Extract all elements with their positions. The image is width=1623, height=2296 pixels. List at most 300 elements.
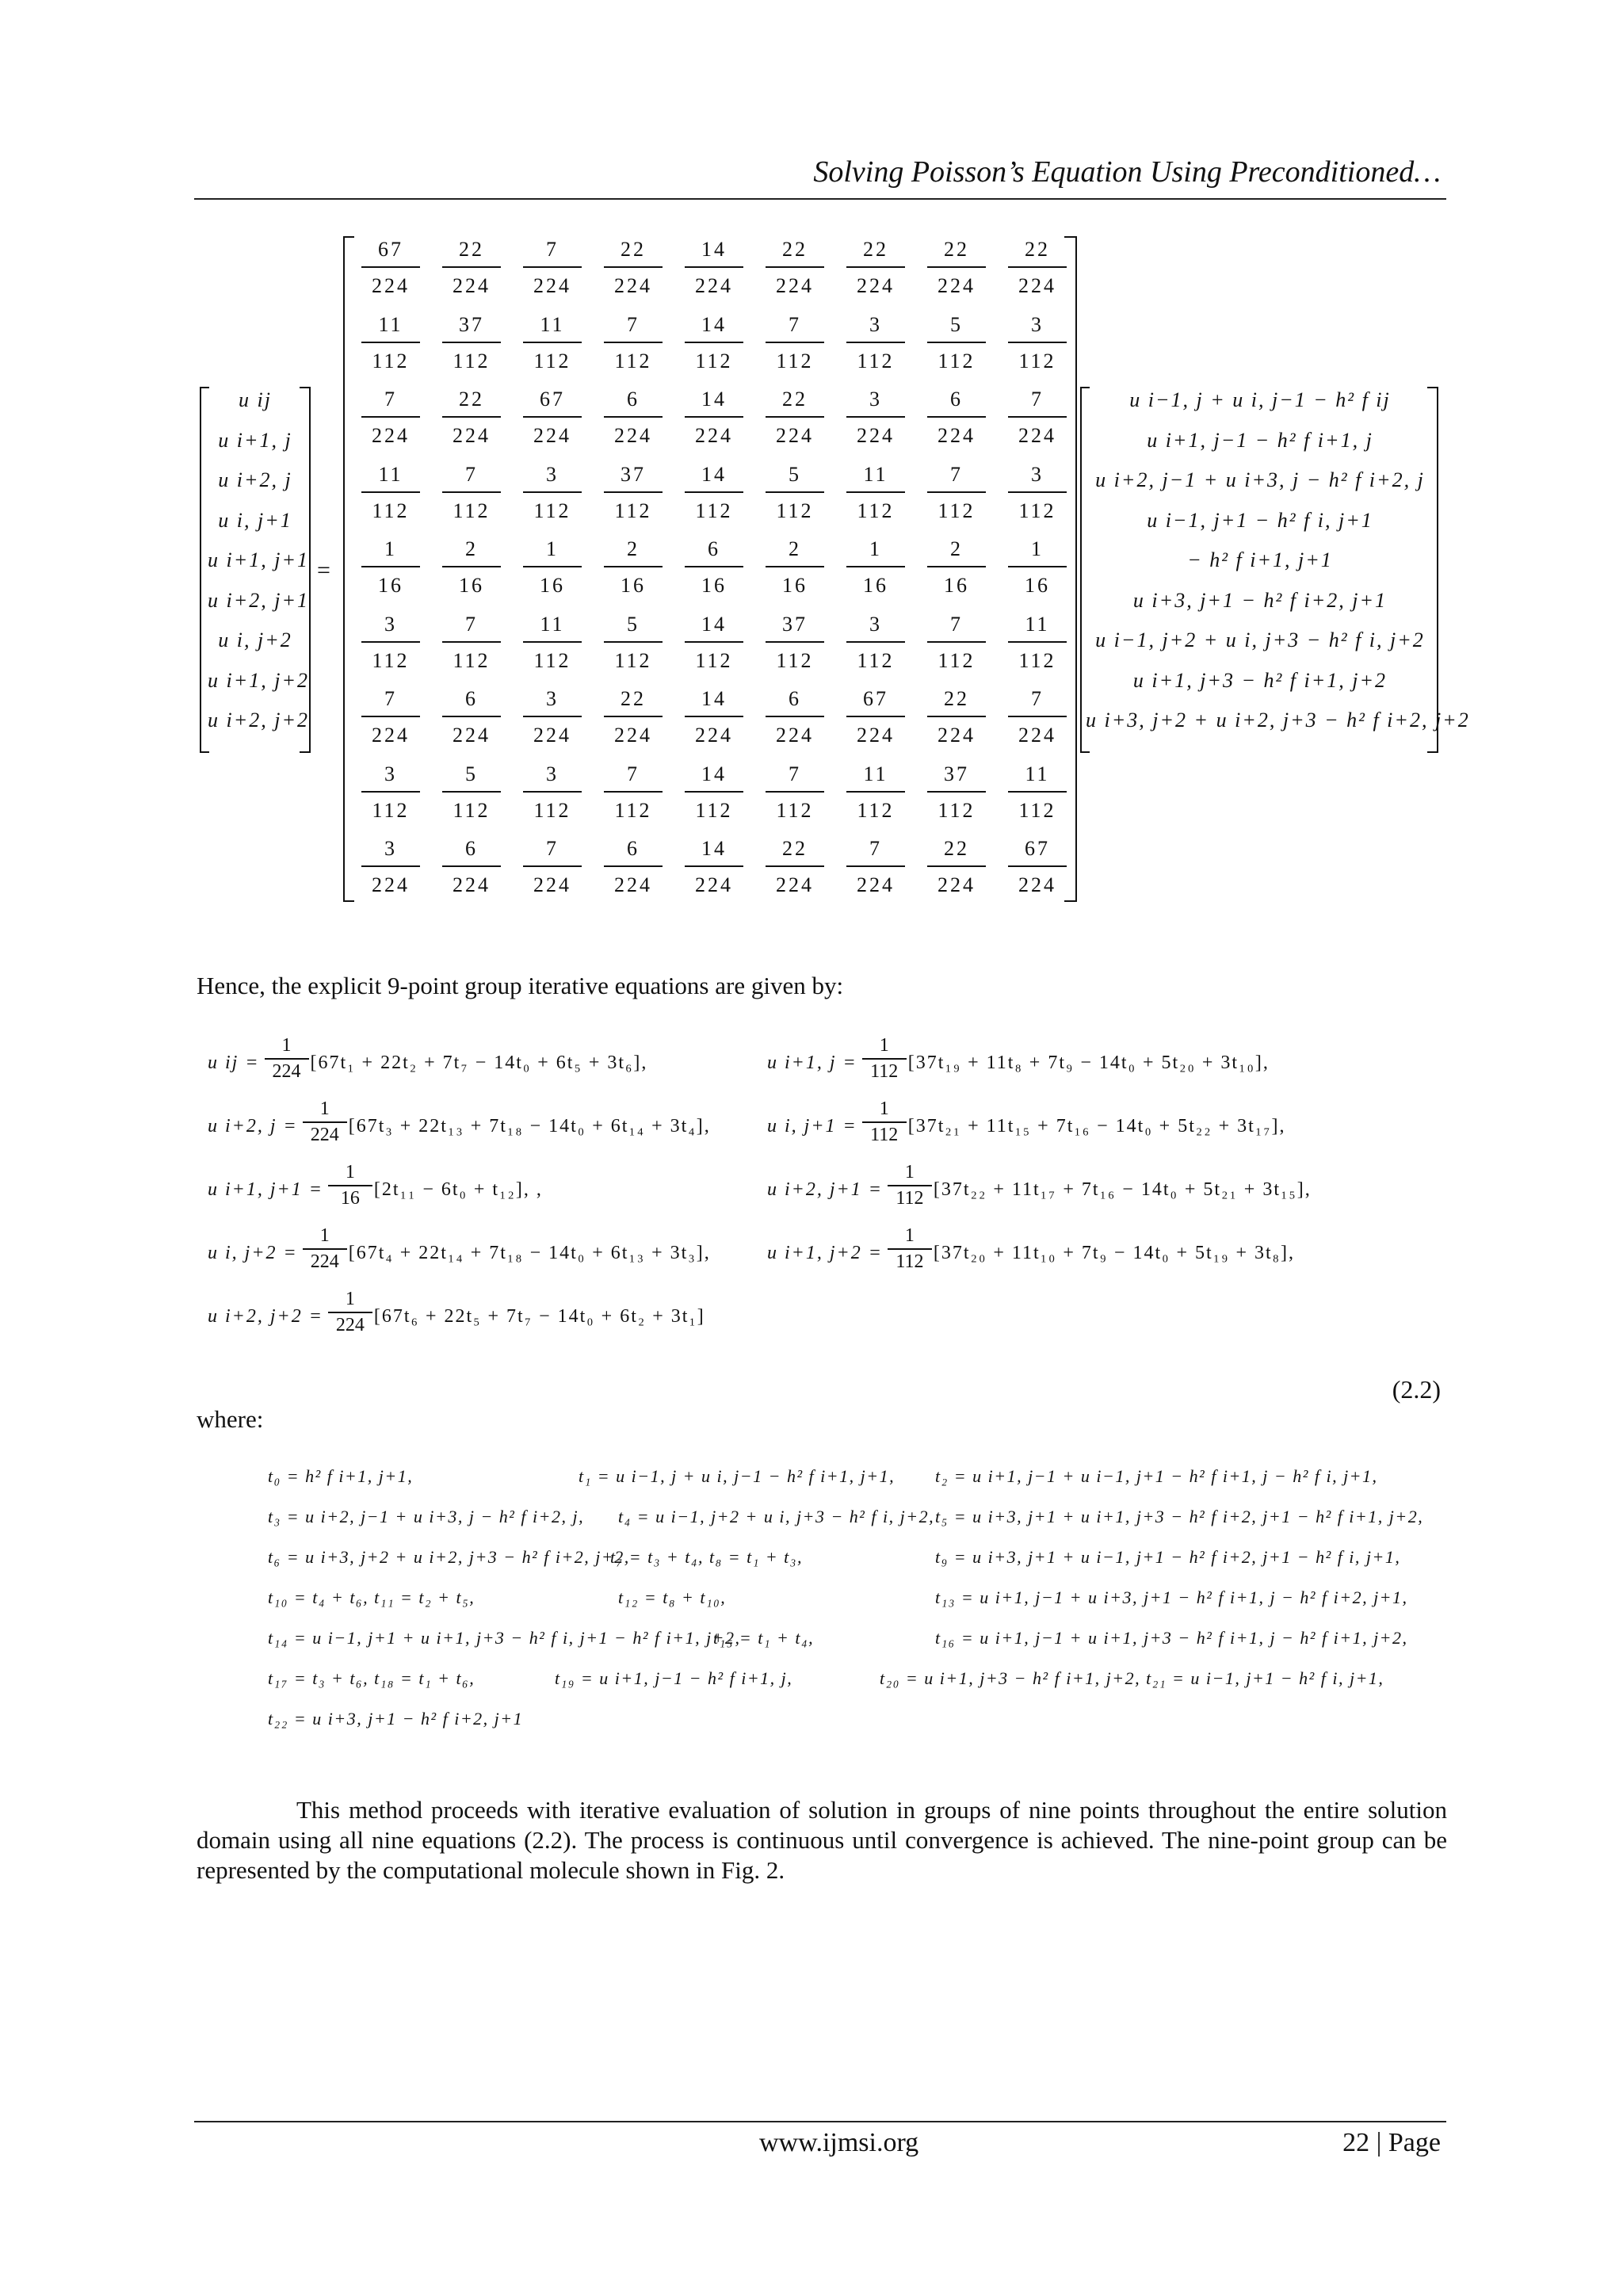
- equation-lhs: u i+1, j =: [767, 1052, 857, 1073]
- fraction-bar: [604, 791, 663, 793]
- matrix-entry-numerator: 14: [701, 388, 727, 411]
- matrix-entry-numerator: 22: [782, 238, 808, 261]
- matrix-entry-denominator: 224: [453, 424, 491, 447]
- fraction-bar: [442, 865, 501, 867]
- equation-terms: [67t₃ + 22t₁₃ + 7t₁₈ − 14t₀ + 6t₁₄ + 3t₄],: [348, 1116, 711, 1137]
- matrix-entry-numerator: 7: [1031, 388, 1044, 411]
- fraction-bar: [927, 865, 986, 867]
- matrix-entry: [518, 461, 586, 525]
- fraction-bar: [303, 1121, 347, 1123]
- matrix-entry-denominator: 112: [614, 499, 652, 522]
- equation-terms: [37t₂₁ + 11t₁₅ + 7t₁₆ − 14t₀ + 5t₂₂ + 3t₁₇],: [907, 1116, 1286, 1137]
- matrix-entry-numerator: 3: [1031, 312, 1044, 336]
- coefficient-denominator: 112: [870, 1061, 899, 1082]
- coefficient-numerator: 1: [345, 1289, 355, 1309]
- equation-coefficient: [328, 1289, 372, 1336]
- matrix-entry-denominator: 112: [453, 349, 491, 372]
- matrix-entry: [518, 835, 586, 899]
- fraction-bar: [1008, 342, 1067, 343]
- matrix-entry-numerator: 22: [944, 238, 969, 261]
- equation-coefficient: [265, 1035, 309, 1083]
- matrix-entry-denominator: 224: [453, 724, 491, 747]
- matrix-entry: [680, 686, 748, 749]
- fraction-bar: [766, 266, 824, 268]
- matrix-entry: [1003, 311, 1071, 375]
- fraction-bar: [766, 641, 824, 643]
- matrix-entry: [761, 761, 829, 824]
- running-title: Solving Poisson’s Equation Using Preconditioned…: [813, 155, 1441, 189]
- matrix-entry: [842, 536, 910, 599]
- fraction-bar: [523, 791, 582, 793]
- matrix-entry-denominator: 224: [857, 274, 895, 297]
- matrix-entry: [922, 386, 991, 449]
- fraction-bar: [846, 491, 905, 493]
- matrix-bracket-serif: [343, 900, 354, 902]
- matrix-entry-denominator: 112: [776, 349, 814, 372]
- matrix-entry-numerator: 22: [944, 687, 969, 710]
- matrix-entry-denominator: 112: [938, 499, 976, 522]
- vector-bracket-serif: [200, 751, 209, 753]
- matrix-entry: [922, 611, 991, 674]
- matrix-entry: [599, 236, 667, 300]
- fraction-bar: [685, 791, 743, 793]
- matrix-entry-denominator: 112: [614, 349, 652, 372]
- matrix-entry: [599, 761, 667, 824]
- coefficient-denominator: 112: [896, 1188, 924, 1209]
- t-definition: t₁₆ = u i+1, j−1 + u i+1, j+3 − h² f i+1, j − h² f i+1, j+2,: [935, 1628, 1408, 1648]
- fraction-bar: [604, 416, 663, 418]
- matrix-entry-denominator: 224: [938, 873, 976, 896]
- matrix-entry: [599, 311, 667, 375]
- matrix-entry-numerator: 67: [540, 388, 565, 411]
- matrix-entry-numerator: 11: [540, 612, 565, 636]
- fraction-bar: [846, 566, 905, 567]
- fraction-bar: [927, 491, 986, 493]
- matrix-entry: [842, 686, 910, 749]
- matrix-entry-numerator: 7: [384, 687, 397, 710]
- fraction-bar: [846, 716, 905, 717]
- equation-coefficient: [328, 1162, 372, 1209]
- matrix-entry-numerator: 1: [869, 537, 882, 560]
- fraction-bar: [523, 266, 582, 268]
- matrix-entry-denominator: 112: [857, 648, 895, 672]
- matrix-entry: [437, 835, 506, 899]
- fraction-bar: [303, 1248, 347, 1250]
- matrix-entry: [842, 386, 910, 449]
- matrix-entry: [842, 461, 910, 525]
- matrix-entry: [437, 611, 506, 674]
- fraction-bar: [442, 416, 501, 418]
- matrix-entry-numerator: 3: [546, 462, 559, 486]
- matrix-entry-denominator: 112: [695, 648, 733, 672]
- matrix-entry-denominator: 224: [1018, 724, 1056, 747]
- matrix-entry-numerator: 37: [459, 312, 484, 336]
- matrix-entry-numerator: 3: [384, 612, 397, 636]
- equation-coefficient: [888, 1162, 932, 1209]
- matrix-entry-numerator: 11: [378, 312, 403, 336]
- matrix-entry: [922, 236, 991, 300]
- coefficient-numerator: 1: [904, 1162, 915, 1182]
- equation-lhs: u i+1, j+1 =: [208, 1179, 323, 1200]
- lhs-vector-entry: u ij: [239, 388, 272, 411]
- matrix-entry: [1003, 835, 1071, 899]
- fraction-bar: [888, 1248, 932, 1250]
- matrix-entry-denominator: 224: [695, 424, 733, 447]
- matrix-entry-numerator: 7: [546, 837, 559, 860]
- matrix-entry-numerator: 6: [627, 388, 640, 411]
- fraction-bar: [361, 342, 420, 343]
- matrix-entry: [1003, 386, 1071, 449]
- matrix-entry-denominator: 224: [776, 724, 814, 747]
- intro-text: Hence, the explicit 9-point group iterative equations are given by:: [197, 972, 844, 999]
- fraction-bar: [685, 342, 743, 343]
- fraction-bar: [361, 491, 420, 493]
- matrix-entry-numerator: 7: [789, 312, 801, 336]
- lhs-vector-entry: u i, j+2: [218, 628, 292, 651]
- fraction-bar: [442, 566, 501, 567]
- lhs-vector-entry: u i+1, j: [218, 428, 292, 452]
- equation-coefficient: [303, 1225, 347, 1273]
- matrix-entry-numerator: 2: [789, 537, 801, 560]
- fraction-bar: [862, 1121, 907, 1123]
- lhs-vector-entry: u i+2, j: [218, 468, 292, 491]
- matrix-entry-numerator: 3: [546, 762, 559, 785]
- matrix-entry-numerator: 6: [708, 537, 720, 560]
- vector-bracket-serif: [1427, 751, 1437, 753]
- matrix-entry-numerator: 3: [384, 762, 397, 785]
- fraction-bar: [846, 416, 905, 418]
- matrix-entry: [761, 686, 829, 749]
- fraction-bar: [442, 491, 501, 493]
- fraction-bar: [1008, 791, 1067, 793]
- matrix-entry-denominator: 112: [453, 648, 491, 672]
- fraction-bar: [523, 491, 582, 493]
- fraction-bar: [604, 641, 663, 643]
- lhs-vector-entry: u i, j+1: [218, 508, 292, 532]
- matrix-entry-denominator: 112: [1018, 798, 1056, 822]
- matrix-entry: [842, 611, 910, 674]
- equation-lhs: u i+1, j+2 =: [767, 1243, 883, 1263]
- coefficient-denominator: 224: [310, 1125, 339, 1145]
- fraction-bar: [927, 641, 986, 643]
- matrix-entry-numerator: 7: [789, 762, 801, 785]
- matrix-entry-denominator: 112: [533, 798, 571, 822]
- fraction-bar: [927, 566, 986, 567]
- coefficient-denominator: 16: [340, 1188, 360, 1209]
- matrix-entry-numerator: 7: [950, 612, 963, 636]
- matrix-entry: [1003, 761, 1071, 824]
- matrix-entry-numerator: 67: [1025, 837, 1050, 860]
- t-definition: t₂₀ = u i+1, j+3 − h² f i+1, j+2, t₂₁ = u i−1, j+1 − h² f i, j+1,: [880, 1668, 1384, 1688]
- matrix-entry-numerator: 7: [1031, 687, 1044, 710]
- matrix-entry: [599, 461, 667, 525]
- equation-lhs: u i+2, j =: [208, 1116, 298, 1137]
- matrix-entry-denominator: 224: [614, 724, 652, 747]
- matrix-entry: [437, 461, 506, 525]
- matrix-entry-denominator: 112: [533, 349, 571, 372]
- fraction-bar: [523, 342, 582, 343]
- fraction-bar: [927, 342, 986, 343]
- fraction-bar: [361, 641, 420, 643]
- matrix-entry-denominator: 224: [372, 724, 410, 747]
- t-definition: t₁₇ = t₃ + t₆, t₁₈ = t₁ + t₆,: [268, 1668, 475, 1688]
- matrix-entry-denominator: 112: [1018, 499, 1056, 522]
- matrix-entry-denominator: 224: [533, 724, 571, 747]
- coefficient-numerator: 1: [319, 1098, 330, 1119]
- matrix-entry: [680, 835, 748, 899]
- matrix-entry-numerator: 22: [621, 238, 646, 261]
- equation-coefficient: [862, 1098, 907, 1146]
- matrix-entry: [842, 761, 910, 824]
- equation-lhs: u i, j+1 =: [767, 1116, 857, 1137]
- t-definition: t₁ = u i−1, j + u i, j−1 − h² f i+1, j+1,: [579, 1466, 896, 1486]
- matrix-entry-denominator: 224: [776, 274, 814, 297]
- matrix-entry: [842, 311, 910, 375]
- rhs-vector-entry: u i+1, j−1 − h² f i+1, j: [1147, 428, 1373, 452]
- coefficient-numerator: 1: [879, 1035, 889, 1056]
- matrix-entry-denominator: 224: [614, 873, 652, 896]
- fraction-bar: [685, 641, 743, 643]
- footer-rule: [194, 2121, 1446, 2122]
- matrix-entry-numerator: 3: [869, 312, 882, 336]
- fraction-bar: [1008, 266, 1067, 268]
- fraction-bar: [604, 865, 663, 867]
- matrix-bracket-serif: [1064, 900, 1075, 902]
- matrix-entry-numerator: 3: [546, 687, 559, 710]
- matrix-entry: [761, 611, 829, 674]
- matrix-entry-numerator: 6: [465, 837, 478, 860]
- matrix-entry-numerator: 6: [950, 388, 963, 411]
- matrix-entry-numerator: 5: [950, 312, 963, 336]
- matrix-entry-denominator: 224: [453, 873, 491, 896]
- matrix-entry-numerator: 5: [789, 462, 801, 486]
- matrix-entry-denominator: 224: [938, 274, 976, 297]
- matrix-entry: [518, 536, 586, 599]
- matrix-entry-denominator: 112: [533, 648, 571, 672]
- t-definition: t₇ = t₃ + t₄, t₈ = t₁ + t₃,: [610, 1547, 803, 1567]
- t-definition: t₉ = u i+3, j+1 + u i−1, j+1 − h² f i+2, j+1 − h² f i, j+1,: [935, 1547, 1401, 1567]
- fraction-bar: [685, 491, 743, 493]
- matrix-bracket-serif: [343, 236, 354, 238]
- matrix-entry: [680, 236, 748, 300]
- matrix-entry-numerator: 22: [621, 687, 646, 710]
- matrix-entry: [680, 611, 748, 674]
- matrix-entry-denominator: 224: [533, 873, 571, 896]
- matrix-entry-denominator: 112: [857, 349, 895, 372]
- matrix-entry-denominator: 112: [776, 499, 814, 522]
- matrix-entry-denominator: 112: [1018, 349, 1056, 372]
- matrix-entry-denominator: 224: [1018, 424, 1056, 447]
- fraction-bar: [442, 266, 501, 268]
- fraction-bar: [862, 1058, 907, 1060]
- matrix-entry: [437, 686, 506, 749]
- rhs-vector-entry: u i−1, j+2 + u i, j+3 − h² f i, j+2: [1095, 628, 1425, 651]
- matrix-entry-numerator: 14: [701, 462, 727, 486]
- matrix-entry-denominator: 16: [1025, 574, 1050, 597]
- matrix-entry: [599, 536, 667, 599]
- fraction-bar: [361, 266, 420, 268]
- matrix-entry: [357, 311, 425, 375]
- matrix-entry-denominator: 16: [701, 574, 727, 597]
- coefficient-denominator: 224: [310, 1251, 339, 1272]
- coefficient-denominator: 224: [272, 1061, 301, 1082]
- matrix-entry-denominator: 16: [540, 574, 565, 597]
- matrix-entry: [357, 835, 425, 899]
- fraction-bar: [927, 716, 986, 717]
- t-definition: t₂ = u i+1, j−1 + u i−1, j+1 − h² f i+1, j − h² f i, j+1,: [935, 1466, 1378, 1486]
- matrix-entry: [357, 461, 425, 525]
- matrix-entry-numerator: 11: [863, 762, 888, 785]
- header-rule: [194, 198, 1446, 200]
- matrix-entry-denominator: 112: [453, 499, 491, 522]
- matrix-entry-denominator: 16: [782, 574, 808, 597]
- fraction-bar: [442, 716, 501, 717]
- matrix-entry-denominator: 224: [857, 873, 895, 896]
- matrix-entry-denominator: 112: [857, 798, 895, 822]
- matrix-entry: [357, 686, 425, 749]
- fraction-bar: [1008, 566, 1067, 567]
- rhs-vector-entry: − h² f i+1, j+1: [1187, 548, 1333, 571]
- t-definition: t₁₉ = u i+1, j−1 − h² f i+1, j,: [555, 1668, 793, 1688]
- matrix-entry-numerator: 22: [1025, 238, 1050, 261]
- matrix-entry-numerator: 22: [782, 388, 808, 411]
- fraction-bar: [846, 791, 905, 793]
- equation-terms: [37t₂₂ + 11t₁₇ + 7t₁₆ − 14t₀ + 5t₂₁ + 3t₁₅],: [933, 1179, 1312, 1200]
- matrix-entry-numerator: 11: [540, 312, 565, 336]
- matrix-entry-denominator: 112: [776, 648, 814, 672]
- fraction-bar: [523, 416, 582, 418]
- matrix-entry-denominator: 224: [857, 724, 895, 747]
- equation-terms: [2t₁₁ − 6t₀ + t₁₂], ,: [373, 1179, 543, 1200]
- fraction-bar: [846, 342, 905, 343]
- fraction-bar: [523, 566, 582, 567]
- matrix-entry-numerator: 6: [627, 837, 640, 860]
- matrix-entry-numerator: 3: [869, 612, 882, 636]
- matrix-entry: [518, 236, 586, 300]
- matrix-entry: [680, 536, 748, 599]
- matrix-entry: [680, 761, 748, 824]
- matrix-entry-numerator: 5: [627, 612, 640, 636]
- matrix-entry: [599, 835, 667, 899]
- matrix-entry-denominator: 112: [857, 499, 895, 522]
- body-paragraph: This method proceeds with iterative evaluation of solution in groups of nine points throughout the entire solution domain using all nine equations (2.2). The process is continuous until convergence is achieved. The nine-point group can be represented by the computational molecule shown in Fig. 2.: [197, 1796, 1447, 1884]
- matrix-entry: [680, 311, 748, 375]
- fraction-bar: [766, 791, 824, 793]
- equals-sign: =: [317, 557, 332, 583]
- matrix-entry-numerator: 14: [701, 312, 727, 336]
- matrix-entry: [842, 236, 910, 300]
- matrix-entry-numerator: 22: [782, 837, 808, 860]
- vector-bracket-serif: [300, 751, 309, 753]
- matrix-entry-numerator: 67: [863, 687, 888, 710]
- matrix-entry: [761, 536, 829, 599]
- footer-page-number: 22 | Page: [1342, 2128, 1441, 2157]
- matrix-entry-denominator: 112: [372, 648, 410, 672]
- fraction-bar: [604, 566, 663, 567]
- coefficient-numerator: 1: [904, 1225, 915, 1246]
- t-definition: t₄ = u i−1, j+2 + u i, j+3 − h² f i, j+2,: [618, 1507, 935, 1526]
- matrix-entry-denominator: 112: [533, 499, 571, 522]
- matrix-entry-numerator: 11: [378, 462, 403, 486]
- equation-coefficient: [888, 1225, 932, 1273]
- matrix-entry: [761, 461, 829, 525]
- rhs-vector-entry: u i+1, j+3 − h² f i+1, j+2: [1132, 668, 1388, 692]
- matrix-entry: [518, 386, 586, 449]
- fraction-bar: [888, 1185, 932, 1186]
- fraction-bar: [1008, 716, 1067, 717]
- t-definition: t₁₄ = u i−1, j+1 + u i+1, j+3 − h² f i, j+1 − h² f i+1, j+2,: [268, 1628, 741, 1648]
- fraction-bar: [1008, 491, 1067, 493]
- fraction-bar: [1008, 641, 1067, 643]
- matrix-entry-denominator: 112: [695, 499, 733, 522]
- matrix-entry: [761, 236, 829, 300]
- fraction-bar: [604, 266, 663, 268]
- matrix-entry: [680, 386, 748, 449]
- matrix-entry-numerator: 14: [701, 837, 727, 860]
- matrix-entry-numerator: 11: [1025, 762, 1050, 785]
- equation-terms: [67t₁ + 22t₂ + 7t₇ − 14t₀ + 6t₅ + 3t₆],: [310, 1052, 648, 1073]
- lhs-vector-entry: u i+2, j+2: [208, 709, 310, 732]
- coefficient-numerator: 1: [879, 1098, 889, 1119]
- matrix-entry: [599, 686, 667, 749]
- equation-coefficient: [303, 1098, 347, 1146]
- matrix-entry-denominator: 112: [372, 499, 410, 522]
- fraction-bar: [1008, 865, 1067, 867]
- matrix-entry-numerator: 7: [627, 312, 640, 336]
- equation-terms: [67t₄ + 22t₁₄ + 7t₁₈ − 14t₀ + 6t₁₃ + 3t₃],: [348, 1243, 711, 1263]
- matrix-entry-numerator: 22: [863, 238, 888, 261]
- matrix-entry-denominator: 112: [938, 648, 976, 672]
- where-text: where:: [197, 1405, 264, 1433]
- matrix-entry-numerator: 3: [1031, 462, 1044, 486]
- fraction-bar: [361, 791, 420, 793]
- fraction-bar: [927, 416, 986, 418]
- matrix-entry-numerator: 6: [789, 687, 801, 710]
- vector-bracket-serif: [1080, 751, 1090, 753]
- fraction-bar: [604, 716, 663, 717]
- rhs-vector-entry: u i+3, j+2 + u i+2, j+3 − h² f i+2, j+2: [1086, 709, 1470, 732]
- matrix-entry-denominator: 224: [533, 274, 571, 297]
- matrix-entry: [518, 686, 586, 749]
- coefficient-denominator: 112: [870, 1125, 899, 1145]
- fraction-bar: [685, 865, 743, 867]
- matrix-entry-numerator: 22: [944, 837, 969, 860]
- fraction-bar: [766, 716, 824, 717]
- matrix-entry: [599, 611, 667, 674]
- equation-coefficient: [862, 1035, 907, 1083]
- matrix-entry-denominator: 112: [453, 798, 491, 822]
- matrix-entry-denominator: 112: [372, 798, 410, 822]
- matrix-entry: [357, 611, 425, 674]
- matrix-entry-numerator: 11: [1025, 612, 1050, 636]
- coefficient-denominator: 112: [896, 1251, 924, 1272]
- fraction-bar: [846, 641, 905, 643]
- fraction-bar: [685, 266, 743, 268]
- matrix-entry-denominator: 224: [614, 274, 652, 297]
- coefficient-numerator: 1: [319, 1225, 330, 1246]
- matrix-entry-numerator: 7: [627, 762, 640, 785]
- matrix-entry-denominator: 224: [372, 873, 410, 896]
- matrix-entry-numerator: 37: [621, 462, 646, 486]
- matrix-entry-denominator: 112: [938, 349, 976, 372]
- lhs-vector-entry: u i+1, j+2: [208, 668, 310, 692]
- fraction-bar: [361, 716, 420, 717]
- rhs-vector-entry: u i+3, j+1 − h² f i+2, j+1: [1132, 588, 1388, 612]
- matrix-entry: [437, 236, 506, 300]
- fraction-bar: [442, 791, 501, 793]
- matrix-entry-numerator: 22: [459, 388, 484, 411]
- matrix-entry-denominator: 112: [372, 349, 410, 372]
